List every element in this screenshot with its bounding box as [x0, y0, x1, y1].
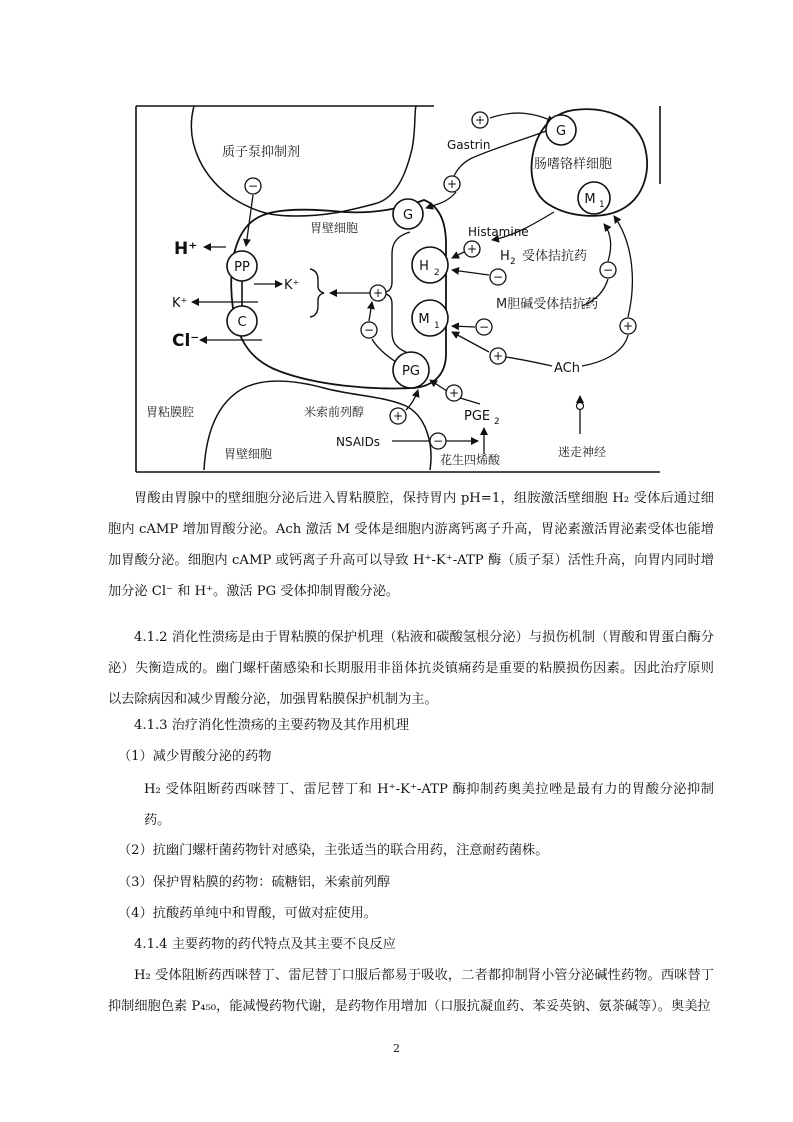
- list-item-2: （2）抗幽门螺杆菌药物针对感染，主张适当的联合用药，注意耐药菌株。: [118, 843, 549, 858]
- m1-gut-sub: 1: [599, 200, 605, 210]
- histamine-label: Histamine: [468, 225, 529, 239]
- ppi-label: 质子泵抑制剂: [222, 145, 301, 160]
- pge2-sub: 2: [494, 417, 500, 427]
- ach-label: ACh: [554, 361, 580, 376]
- list-item-3: （3）保护胃粘膜的药物：硫糖铝，米索前列醇: [118, 875, 391, 890]
- svg-text:+: +: [448, 386, 460, 400]
- nsaids-label: NSAIDs: [336, 435, 381, 449]
- misoprostol-label: 米索前列醇: [304, 405, 365, 419]
- k-ion-left-label: K⁺: [172, 296, 188, 311]
- pge2-label: PGE: [464, 409, 491, 424]
- parietal-cell-label: 胃壁细胞: [310, 221, 359, 235]
- gut-cell-label: 肠嗜铬样细胞: [534, 157, 613, 172]
- svg-text:−: −: [602, 263, 614, 277]
- gastrin-label: Gastrin: [447, 138, 491, 152]
- paragraph-4-1-2: 4.1.2 消化性溃疡是由于胃粘膜的保护机理（粘液和碳酸氢根分泌）与损伤机制（胃酸和胃蛋白酶分泌）失衡造成的。幽门螺杆菌感染和长期服用非甾体抗炎镇痛药是重要的粘膜损伤因素。因此治疗原则以去除病因和减少胃酸分泌，加强胃粘膜保护机制为主。: [108, 630, 714, 707]
- svg-text:−: −: [432, 434, 444, 448]
- svg-text:+: +: [492, 349, 504, 363]
- gastric-acid-secretion-diagram: [134, 104, 662, 474]
- page-number: 2: [393, 1042, 400, 1055]
- heading-4-1-4: 4.1.4 主要药物的药代特点及其主要不良反应: [134, 937, 396, 952]
- list-item-4: （4）抗酸药单纯中和胃酸，可做对症使用。: [118, 906, 377, 921]
- svg-text:−: −: [478, 320, 490, 334]
- pg-receptor-label: PG: [402, 364, 420, 379]
- vagus-label: 迷走神经: [558, 445, 607, 459]
- h2-receptor-label: H: [419, 259, 429, 274]
- m1-receptor-sub: 1: [434, 321, 440, 331]
- m-antagonist-label: M胆碱受体拮抗药: [496, 297, 599, 312]
- heading-4-1-3: 4.1.3 治疗消化性溃疡的主要药物及其作用机理: [134, 718, 410, 733]
- h2-antagonist-label-sub: 2: [510, 257, 516, 267]
- upper-cell-outline: [191, 106, 416, 216]
- svg-text:+: +: [474, 113, 486, 127]
- svg-text:+: +: [466, 242, 478, 256]
- cl-ion-label: Cl⁻: [172, 331, 200, 351]
- parietal-bottom-label: 胃壁细胞: [224, 447, 273, 461]
- svg-text:+: +: [622, 319, 634, 333]
- svg-text:−: −: [363, 323, 375, 337]
- h2-antagonist-label: 受体拮抗药: [522, 249, 588, 264]
- list-item-1: （1）减少胃酸分泌的药物: [118, 749, 272, 764]
- svg-text:+: +: [372, 286, 384, 300]
- paragraph-h2-pharmacokinetics: H₂ 受体阻断药西咪替丁、雷尼替丁口服后都易于吸收，二者都抑制肾小管分泌碱性药物。西咪替丁抑制细胞色素 P₄₅₀，能减慢药物代谢，是药物作用增加（口服抗凝血药、苯妥英钠、氨茶碱等）。奥美拉: [108, 968, 714, 1014]
- list-item-1-body: H₂ 受体阻断药西咪替丁、雷尼替丁和 H⁺-K⁺-ATP 酶抑制药奥美拉唑是最有力的胃酸分泌抑制药。: [144, 782, 714, 828]
- h2-receptor-sub: 2: [434, 268, 440, 278]
- m1-receptor-label: M: [418, 312, 430, 327]
- pp-label: PP: [234, 260, 250, 275]
- h-ion-label: H⁺: [174, 239, 198, 259]
- svg-text:−: −: [492, 270, 504, 284]
- svg-text:+: +: [446, 177, 458, 191]
- c-label: C: [237, 315, 247, 330]
- paragraph-acid-secretion: 胃酸由胃腺中的壁细胞分泌后进入胃粘膜腔，保持胃内 pH=1，组胺激活壁细胞 H₂ 受体后通过细胞内 cAMP 增加胃酸分泌。Ach 激活 M 受体是细胞内游离钙离子升高，胃泌素激活胃泌素受体也能增加胃酸分泌。细胞内 cAMP 或钙离子升高可以导致 H⁺-K⁺-ATP 酶（质子泵）活性升高，向胃内同时增加分泌 Cl⁻ 和 H⁺。激活 PG 受体抑制胃酸分泌。: [108, 491, 714, 599]
- g-receptor-label: G: [402, 208, 414, 223]
- k-ion-label: K⁺: [284, 278, 300, 293]
- svg-text:+: +: [392, 409, 404, 423]
- m1-gut-label: M: [584, 192, 596, 207]
- ion-brace: [310, 269, 324, 317]
- g-cell-label: G: [555, 124, 567, 139]
- h2-antagonist-label-prefix: H: [500, 249, 510, 264]
- arachidonic-acid-label: 花生四烯酸: [440, 453, 501, 467]
- svg-text:−: −: [247, 179, 259, 193]
- lumen-label: 胃粘膜腔: [146, 405, 195, 419]
